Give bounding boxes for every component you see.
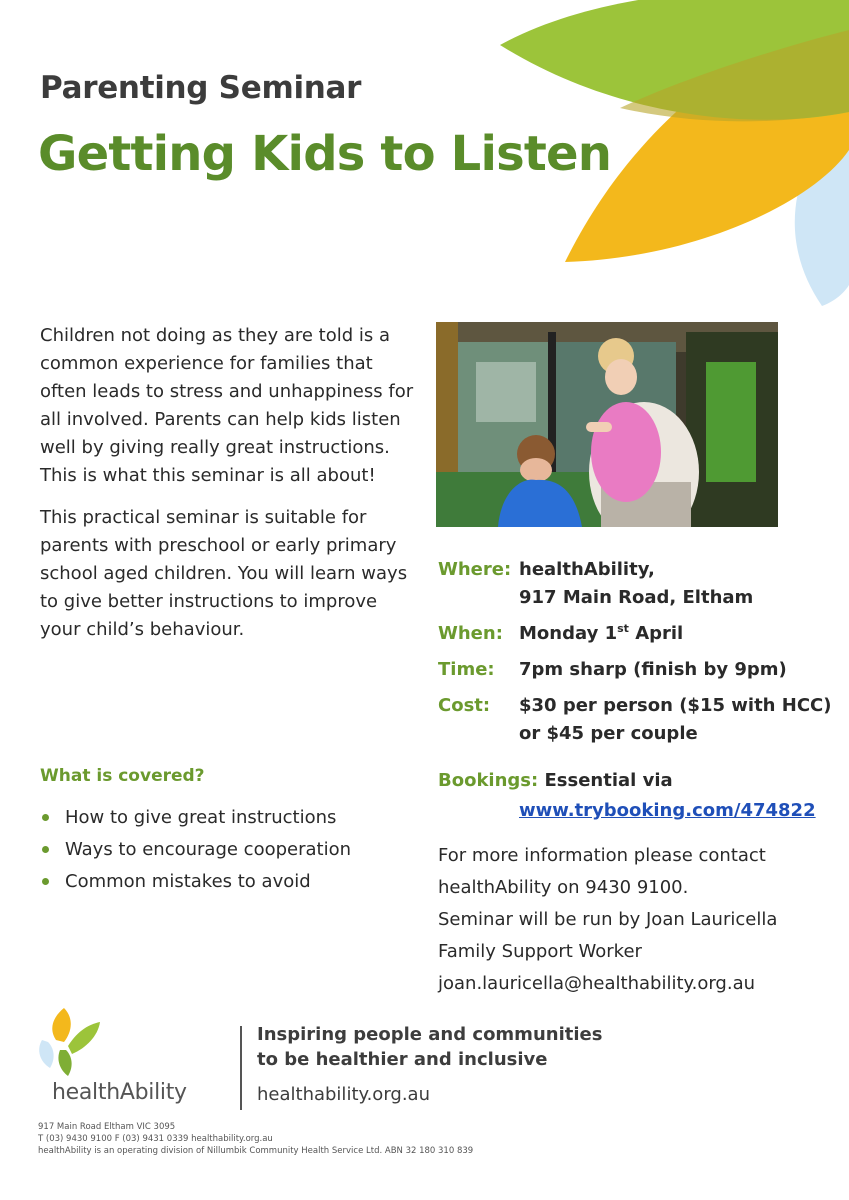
bullet-icon xyxy=(42,814,49,821)
when-value xyxy=(519,620,683,648)
cost-label: Cost: xyxy=(438,695,491,716)
bullet-icon xyxy=(42,878,49,885)
contact-line-4: Family Support Worker xyxy=(438,941,642,962)
event-details xyxy=(438,556,831,756)
when-month: April xyxy=(628,623,684,644)
covered-item-3: Common mistakes to avoid xyxy=(65,871,311,892)
bookings-block xyxy=(438,766,816,826)
where-row xyxy=(438,556,831,612)
seminar-kicker: Parenting Seminar xyxy=(40,70,362,106)
covered-list xyxy=(40,802,351,898)
intro-text xyxy=(40,322,415,658)
covered-item-1: How to give great instructions xyxy=(65,807,337,828)
footer-divider xyxy=(240,1026,242,1110)
bullet-icon xyxy=(42,846,49,853)
footer-address: 917 Main Road Eltham VIC 3095 xyxy=(38,1122,176,1132)
tagline-line-1: Inspiring people and communities xyxy=(257,1024,603,1045)
where-line-2: 917 Main Road, Eltham xyxy=(519,587,754,608)
list-item xyxy=(40,802,351,834)
intro-paragraph-1: Children not doing as they are told is a common experience for families that often leads to stress and unhappiness for all involved. Parents can help kids listen well by giving really great instructions. This is what this seminar is all about! xyxy=(40,325,414,486)
cost-line-1: $30 per person ($15 with HCC) xyxy=(519,695,832,716)
when-row xyxy=(438,620,831,648)
contact-line-1: For more information please contact xyxy=(438,845,766,866)
logo-wordmark: healthAbility xyxy=(52,1080,187,1105)
bookings-value: Essential via xyxy=(544,770,673,791)
family-photo xyxy=(436,322,778,527)
contact-line-2: healthAbility on 9430 9100. xyxy=(438,877,689,898)
list-item xyxy=(40,866,351,898)
fine-print xyxy=(38,1121,473,1157)
contact-email[interactable]: joan.lauricella@healthability.org.au xyxy=(438,973,756,994)
when-ordinal: st xyxy=(617,622,629,635)
contact-info xyxy=(438,840,777,1000)
tagline xyxy=(257,1022,602,1072)
covered-item-2: Ways to encourage cooperation xyxy=(65,839,352,860)
cost-line-2: or $45 per couple xyxy=(519,723,698,744)
footer-phones: T (03) 9430 9100 F (03) 9431 0339 healthability.org.au xyxy=(38,1134,273,1144)
where-label: Where: xyxy=(438,559,512,580)
time-label: Time: xyxy=(438,659,495,680)
covered-heading: What is covered? xyxy=(40,766,205,786)
intro-paragraph-2: This practical seminar is suitable for parents with preschool or early primary school aged children. You will learn ways to give better instructions to improve your child’s behaviour. xyxy=(40,507,408,640)
footer-legal: healthAbility is an operating division of Nillumbik Community Health Service Ltd. ABN 32 180 310 839 xyxy=(38,1146,474,1156)
contact-line-3: Seminar will be run by Joan Lauricella xyxy=(438,909,778,930)
list-item xyxy=(40,834,351,866)
time-row xyxy=(438,656,831,684)
page-title: Getting Kids to Listen xyxy=(38,126,612,182)
booking-link[interactable]: www.trybooking.com/474822 xyxy=(519,800,816,821)
when-day: Monday 1 xyxy=(519,623,618,644)
tagline-line-2: to be healthier and inclusive xyxy=(257,1049,548,1070)
footer-website[interactable]: healthability.org.au xyxy=(257,1084,430,1105)
where-line-1: healthAbility, xyxy=(519,559,655,580)
bookings-label: Bookings: xyxy=(438,770,539,791)
time-value: 7pm sharp (finish by 9pm) xyxy=(519,659,787,680)
where-value xyxy=(519,556,753,612)
cost-row xyxy=(438,692,831,748)
cost-value xyxy=(519,692,831,748)
when-label: When: xyxy=(438,623,503,644)
